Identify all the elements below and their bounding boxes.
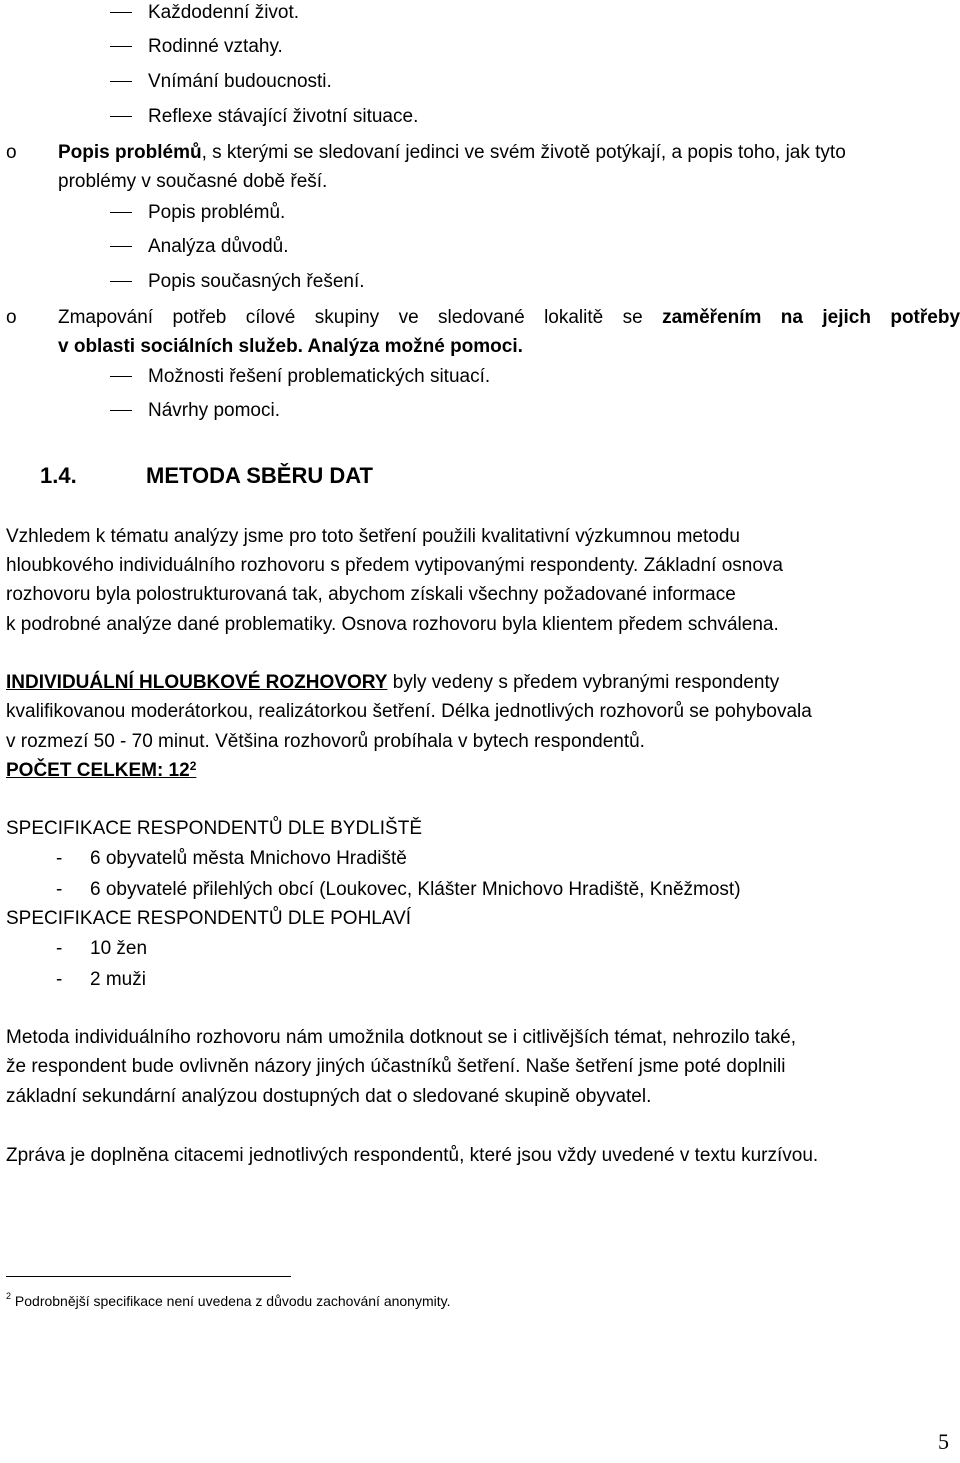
item-text-continued: problémy v současné době řeší. — [58, 171, 328, 192]
paragraph-line: Metoda individuálního rozhovoru nám umožnila dotknout se i citlivějších témat, nehrozilo také, — [6, 1027, 796, 1048]
bold-lead: INDIVIDUÁLNÍ HLOUBKOVÉ ROZHOVORY — [6, 672, 388, 693]
dash-bullet — [110, 281, 132, 282]
list-item: 6 obyvatelů města Mnichovo Hradiště — [90, 848, 407, 869]
section-title: METODA SBĚRU DAT — [146, 463, 373, 488]
spec-title-gender: SPECIFIKACE RESPONDENTŮ DLE POHLAVÍ — [6, 908, 412, 929]
paragraph-line: kvalifikovanou moderátorkou, realizátorkou šetření. Délka jednotlivých rozhovorů se pohybovala — [6, 701, 812, 722]
footnote-text: Podrobnější specifikace není uvedena z důvodu zachování anonymity. — [11, 1293, 451, 1309]
list-item: Popis současných řešení. — [148, 271, 365, 292]
footnote-separator — [6, 1276, 291, 1277]
paragraph-line: v rozmezí 50 - 70 minut. Většina rozhovorů probíhala v bytech respondentů. — [6, 731, 645, 752]
list-item: Popis problémů. — [148, 202, 286, 223]
bold-phrase-continued: v oblasti sociálních služeb. Analýza možné pomoci. — [58, 336, 523, 357]
total-label: POČET CELKEM: 12 — [6, 760, 190, 781]
dash-bullet — [110, 246, 132, 247]
paragraph-text: byly vedeny s předem vybranými respondenty — [387, 672, 780, 693]
list-item-problems — [58, 142, 846, 164]
total-count — [6, 760, 196, 782]
section-number: 1.4. — [40, 463, 77, 488]
dash-bullet — [110, 212, 132, 213]
hyphen-bullet: - — [56, 969, 63, 990]
list-item: 2 muži — [90, 969, 146, 990]
spec-title-place: SPECIFIKACE RESPONDENTŮ DLE BYDLIŠTĚ — [6, 818, 422, 839]
list-item: Analýza důvodů. — [148, 236, 289, 257]
bold-phrase: Popis problémů — [58, 142, 202, 163]
paragraph-line: hloubkového individuálního rozhovoru s předem vytipovanými respondenty. Základní osnova — [6, 555, 783, 576]
dash-bullet — [110, 81, 132, 82]
list-item: Rodinné vztahy. — [148, 36, 283, 57]
hyphen-bullet: - — [56, 848, 63, 869]
paragraph-line: k podrobné analýze dané problematiky. Osnova rozhovoru byla klientem předem schválena. — [6, 614, 779, 635]
footnote-ref: 2 — [189, 759, 197, 773]
dash-bullet — [110, 12, 132, 13]
dash-bullet — [110, 116, 132, 117]
list-item: 6 obyvatelé přilehlých obcí (Loukovec, Klášter Mnichovo Hradiště, Kněžmost) — [90, 879, 741, 900]
paragraph-line: Zpráva je doplněna citacemi jednotlivých respondentů, které jsou vždy uvedené v textu kurzívou. — [6, 1145, 819, 1166]
dash-bullet — [110, 376, 132, 377]
bold-phrase: zaměřením na jejich potřeby — [662, 307, 960, 328]
paragraph-line: že respondent bude ovlivněn názory jiných účastníků šetření. Naše šetření jsme poté doplnili — [6, 1056, 786, 1077]
list-item: Vnímání budoucnosti. — [148, 71, 332, 92]
footnote — [6, 1292, 450, 1310]
paragraph-line: základní sekundární analýzou dostupných dat o sledované skupině obyvatel. — [6, 1086, 652, 1107]
circle-bullet: o — [6, 307, 17, 328]
list-item: Reflexe stávající životní situace. — [148, 106, 419, 127]
paragraph-line: Vzhledem k tématu analýzy jsme pro toto šetření použili kvalitativní výzkumnou metodu — [6, 526, 740, 547]
dash-bullet — [110, 46, 132, 47]
hyphen-bullet: - — [56, 879, 63, 900]
list-item: Návrhy pomoci. — [148, 400, 280, 421]
paragraph-line: rozhovoru byla polostrukturovaná tak, abychom získali všechny požadované informace — [6, 584, 736, 605]
footnote-mark: 2 — [6, 1291, 12, 1301]
list-item: 10 žen — [90, 938, 148, 959]
list-item-needs — [58, 307, 960, 329]
list-item: Každodenní život. — [148, 2, 300, 23]
item-text: Zmapování potřeb cílové skupiny ve sledované lokalitě se — [58, 307, 643, 328]
page-number: 5 — [938, 1429, 949, 1454]
dash-bullet — [110, 410, 132, 411]
hyphen-bullet: - — [56, 938, 63, 959]
circle-bullet: o — [6, 142, 17, 163]
item-text: , s kterými se sledovaní jedinci ve svém životě potýkají, a popis toho, jak tyto — [201, 142, 846, 163]
paragraph-line — [6, 672, 779, 694]
list-item: Možnosti řešení problematických situací. — [148, 366, 491, 387]
